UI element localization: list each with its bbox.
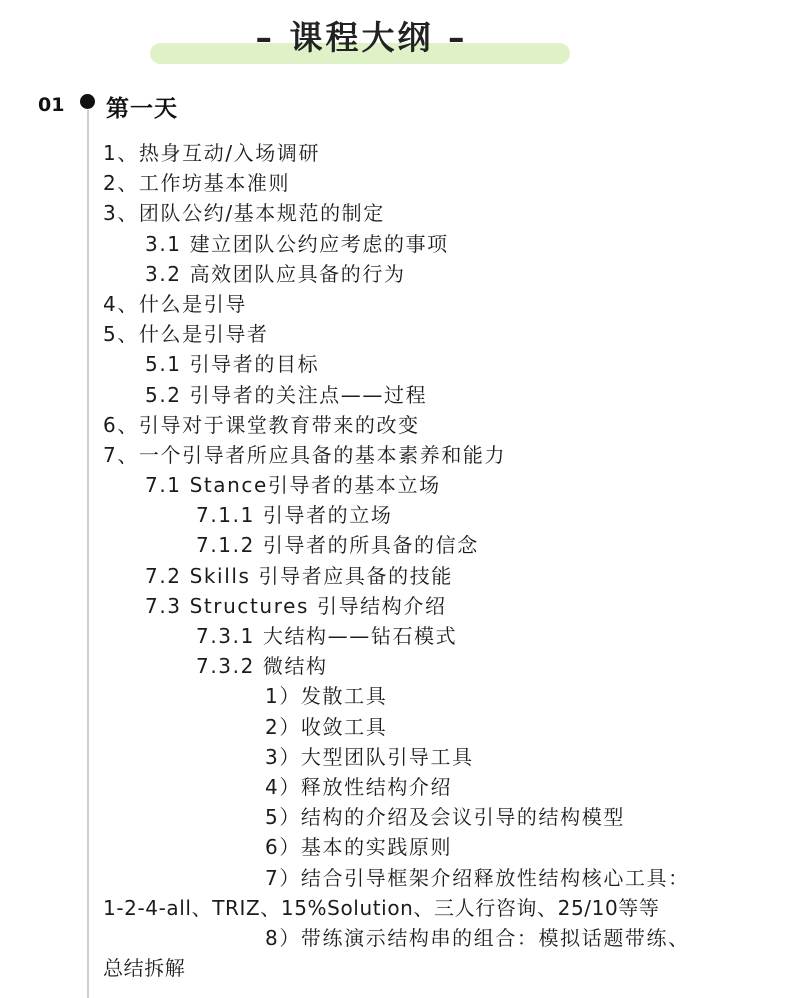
outline-item: 3、团队公约/基本规范的制定 [103, 201, 385, 226]
outline-subsubitem: 7.1.1 引导者的立场 [196, 503, 393, 528]
outline-tool-item: 8）带练演示结构串的组合：模拟话题带练、 [265, 925, 690, 950]
outline-item: 7、一个引导者所应具备的基本素养和能力 [103, 442, 507, 467]
outline-subitem: 3.2 高效团队应具备的行为 [145, 261, 406, 286]
outline-item: 1、热身互动/入场调研 [103, 141, 321, 165]
outline-subsubitem: 7.3.1 大结构——钻石模式 [196, 624, 458, 648]
outline-continuation-line: 总结拆解 [103, 956, 186, 981]
outline-list [0, 138, 810, 983]
outline-item: 6、引导对于课堂教育带来的改变 [103, 412, 420, 437]
outline-tool-item: 3）大型团队引导工具 [265, 744, 474, 769]
outline-subitem: 7.1 Stance引导者的基本立场 [145, 473, 441, 498]
outline-tool-item: 4）释放性结构介绍 [265, 774, 453, 799]
outline-item: 4、什么是引导 [103, 291, 247, 316]
outline-subitem: 7.2 Skills 引导者应具备的技能 [145, 563, 453, 588]
outline-subsubitem: 7.3.2 微结构 [196, 654, 328, 679]
outline-subitem: 5.2 引导者的关注点——过程 [145, 382, 428, 407]
day-title: 第一天 [106, 96, 178, 122]
outline-subsubitem: 7.1.2 引导者的所具备的信念 [196, 533, 479, 558]
outline-tool-item: 6）基本的实践原则 [265, 835, 453, 860]
course-outline-header [0, 0, 810, 70]
outline-subitem: 3.1 建立团队公约应考虑的事项 [145, 231, 449, 256]
outline-item: 5、什么是引导者 [103, 322, 269, 347]
outline-tool-item: 1）发散工具 [265, 684, 388, 709]
outline-tool-item: 7）结合引导框架介绍释放性结构核心工具： [265, 865, 690, 890]
page-title: – 课程大纲 – [255, 18, 468, 57]
timeline-dot-icon [80, 94, 95, 109]
outline-tool-item: 2）收敛工具 [265, 714, 388, 739]
outline-subitem: 5.1 引导者的目标 [145, 352, 320, 377]
outline-tool-item: 5）结构的介绍及会议引导的结构模型 [265, 805, 625, 830]
outline-continuation-line: 1-2-4-all、TRIZ、15%Solution、三人行咨询、25/10等等 [103, 895, 660, 920]
day-number: 01 [38, 94, 65, 116]
outline-subitem: 7.3 Structures 引导结构介绍 [145, 593, 447, 618]
outline-item: 2、工作坊基本准则 [103, 171, 291, 196]
